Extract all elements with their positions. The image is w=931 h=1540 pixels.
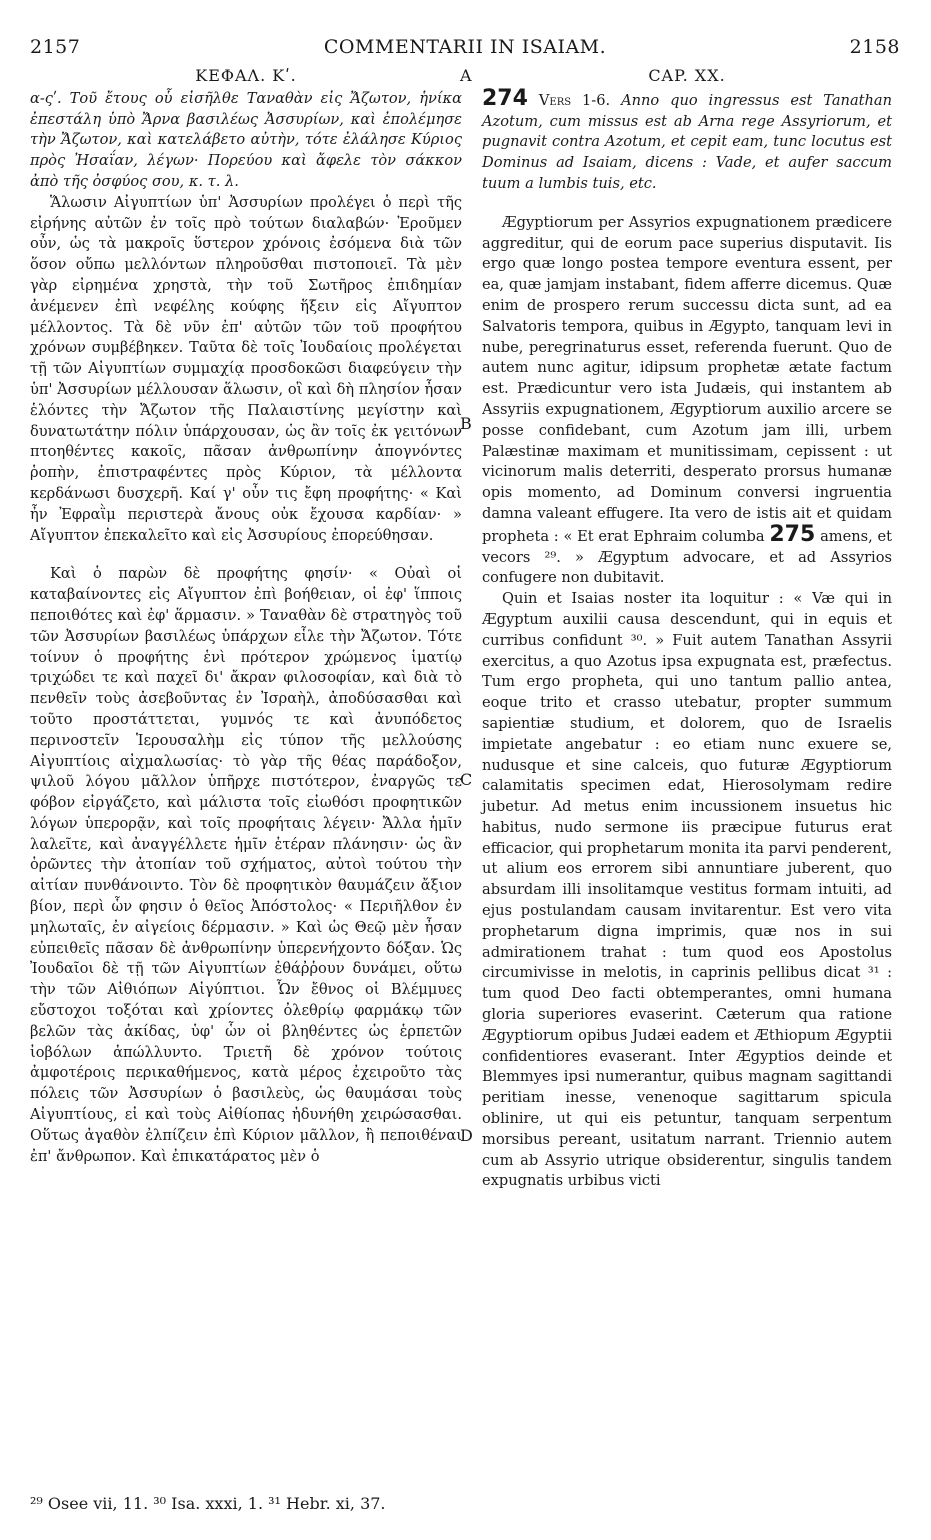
- verse-label: Vers 1-6.: [538, 91, 611, 109]
- page-number-right: 2158: [849, 36, 900, 58]
- latin-paragraph-2: Quin et Isaias noster ita loquitur : « Væ qui in Ægyptum auxilii causa descendunt, qui in equis et curribus confidunt ³⁰. » Fuit autem Tanathan Assyrii exercitus, a quo Azotus ipsa expugnata est, præfectus. Tum ergo propheta, qui uno tantum pallio antea, eoque trito et crasso utebatur, propter summum sapientiæ studium, et dolorem, quo de Israelis impietate angebatur : eo etiam nunc exuere se, nudusque et sine calceis, quo futuræ Ægyptiorum calamitatis specimen edat, Hierosolymam redire jubetur. Ad metus enim incussionem insuetus hic habitus, nudo sermone iis præcipue futurus erat efficacior, qui prophetarum monita ita parvi penderent, ut alium eos errorem sibi annuntiare juberent, quo absurdam illi insolitamque vestitus formam intuiti, ad ejus postulandam causam invitarentur. Est vero vita prophetarum digna imprimis, quæ nos in sui admirationem trahat : tum quod eos Apostolus circumivisse in melotis, in caprinis pellibus dicat ³¹ : tum quod Deo facti obtemperantes, omni humana gloria superiores evaserint. Cæterum qua ratione Ægyptiorum opibus Judæi eadem et Æthiopum Ægyptii confidentiores evaserant. Inter Ægyptios deinde et Blemmyes ipsi numerantur, quibus magnam sagittandi peritiam inesse, venenoque sagittarum spicula oblinire, ut qui eis petuntur, tanquam serpentum morsibus pereant, usitatum narrant. Triennio autem cum ab Assyrio utrique obsiderentur, singulis tandem expugnatis urbibus victi: [482, 590, 892, 1190]
- greek-lemma: α-ςʹ. Τοῦ ἔτους οὗ εἰσῆλθε Ταναθὰν εἰς Ἄζωτον, ἡνίκα ἐπεστάλη ὑπὸ Ἄρνα βασιλέως Ἀσσυρίων, καὶ ἐπολέμησε τὴν Ἄζωτον, καὶ κατελάβετο αὐτὴν, τότε ἐλάλησε Κύριος πρὸς Ἠσαΐαν, λέγων· Πορεύου καὶ ἄφελε τὸν σάκκον ἀπὸ τῆς ὀσφύος σου, κ. τ. λ.: [30, 89, 462, 190]
- greek-chapter-heading: ΚΕΦΑΛ. Κʹ.: [195, 66, 297, 85]
- page-title: COMMENTARII IN ISAIAM.: [323, 36, 607, 58]
- latin-paragraph-1: [482, 213, 892, 589]
- greek-paragraph-2: Καὶ ὁ παρὼν δὲ προφήτης φησίν· « Οὐαὶ οἱ καταβαίνοντες εἰς Αἴγυπτον ἐπὶ βοήθειαν, οἱ ἐφ' ἵπποις πεποιθότες καὶ ἐφ' ἅρμασιν. » Ταναθὰν δὲ στρατηγὸς τοῦ τῶν Ἀσσυρίων βασιλέως ὑπάρχων εἷλε τὴν Ἄζωτον. Τότε τοίνυν ὁ προφήτης ἑνὶ πρότερον χρώμενος ἱματίῳ τριχώδει τε καὶ παχεῖ δι' ἄκραν φιλοσοφίαν, καὶ διὰ τὸ πενθεῖν τοὺς ἀσεβοῦντας ἐν Ἰσραὴλ, ἀποδύσασθαι καὶ τοῦτο προστάττεται, γυμνός τε καὶ ἀνυπόδετος περινοστεῖν Ἱερουσαλὴμ εἰς τύπον τῆς μελλούσης Αἰγυπτίοις αἰχμαλωσίας· τὸ γὰρ τῆς θέας παράδοξον, ψιλοῦ λόγου μᾶλλον ὑπῆρχε πιστότερον, ἐναργῶς τε φόβον εἰργάζετο, καὶ μάλιστα τοῖς εἰωθόσι προφητικῶν λόγων ὑπερορᾷν, καὶ τοῖς προφήταις λέγειν· Ἄλλα ἡμῖν λαλεῖτε, καὶ ἀναγγέλλετε ἡμῖν ἑτέραν πλάνησιν· ὡς ἂν ὁρῶντες τὴν ἀτοπίαν τοῦ σχήματος, αὐτοὶ τούτου τὴν αἰτίαν πυνθάνοιντο. Τὸν δὲ προφητικὸν θαυμάζειν ἄξιον βίον, περὶ ὧν φησιν ὁ θεῖος Ἀπόστολος· « Περιῆλθον ἐν μηλωταῖς, ἐν αἰγείοις δέρμασιν. » Καὶ ὡς Θεῷ μὲν ἦσαν εὐπειθεῖς πᾶσαν δὲ ἀνθρωπίνην ὑπερενήχοντο δόξαν. Ὡς Ἰουδαῖοι δὲ τῇ τῶν Αἰγυπτίων ἐθάῤῥουν δυνάμει, οὕτω τὴν τῶν Αἰθιόπων Αἰγύπτιοι. Ὧν ἔθνος οἱ Βλέμμυες εὔστοχοι τοξόται καὶ χρίοντες ὀλεθρίῳ φαρμάκῳ τῶν βελῶν τὰς ἀκίδας, ὑφ' ὧν οἱ βληθέντες ὡς ἑρπετῶν ἰοβόλων ἀπώλλυντο. Τριετῆ δὲ χρόνον τούτοις ἀμφοτέροις περικαθήμενος, κατὰ μέρος ἐχειροῦτο τὰς πόλεις τῶν Ἀσσυρίων ὁ βασιλεὺς, ὡς θαυμάσαι τοὺς Αἰγυπτίους, εἰ καὶ τοὺς Αἰθίοπας ἠδυνήθη χειρώσασθαι. Οὕτως ἀγαθὸν ἐλπίζειν ἐπὶ Κύριον μᾶλλον, ἢ πεποιθέναι ἐπ' ἄνθρωπον. Καὶ ἐπικατάρατος μὲν ὁ: [30, 565, 462, 1165]
- latin-lemma: Anno quo ingressus est Tanathan Azotum, cum missus est ab Arna rege Assyriorum, et pugnavit contra Azotum, et cepit eam, tunc locutus est Dominus ad Isaiam, dicens : Vade, et aufer saccum tuum a lumbis tuis, etc.: [482, 91, 893, 192]
- section-number-275: 275: [769, 521, 816, 547]
- page-number-left: 2157: [30, 36, 81, 58]
- section-number-274: 274: [482, 85, 528, 111]
- latin-paragraph-1-b: amens, et vecors ²⁹. » Ægyptum advocare, et ad Assyrios confugere non dubitavit.: [482, 527, 893, 587]
- greek-column: [30, 66, 462, 1167]
- latin-chapter-heading: CAP. XX.: [648, 66, 726, 85]
- footnotes: ²⁹ Osee vii, 11. ³⁰ Isa. xxxi, 1. ³¹ Hebr. xi, 37.: [30, 1494, 386, 1513]
- margin-marker-a: A: [460, 66, 472, 85]
- running-head: [30, 36, 900, 64]
- latin-lemma-paragraph: [482, 85, 893, 195]
- latin-paragraph-1-a: Ægyptiorum per Assyrios expugnationem prædicere aggreditur, qui de eorum pace superius disputavit. Iis ergo quæ longo postea tempore eventura essent, per ea, quæ jamjam instabant, fidem afferre dicemus. Quæ enim de prospero rerum successu dicta sunt, ad ea Salvatoris tempora, quibus in Ægypto, tanquam levi in nube, peregrinaturus esset, referenda fuerunt. Quo de autem nunc agitur, idipsum prophetæ ætate factum est. Prædicuntur vero ista Judæis, qui instantem ab Assyriis expugnationem, Ægyptiorum auxilio arcere se posse confidebant, cum Azotum jam illi, urbem Palæstinæ maximam et munitissimam, cepissent : ut vicinorum malis deterriti, desperato prorsus humanæ opis momento, ad Dominum conversi ingruentia damna valeant effugere. Ita vero de istis ait et quidam propheta : « Et erat Ephraim columba: [482, 213, 892, 545]
- greek-paragraph-1: Ἅλωσιν Αἰγυπτίων ὑπ' Ἀσσυρίων προλέγει ὁ περὶ τῆς εἰρήνης αὐτῶν ἐν τοῖς πρὸ τούτων διαλαβών· Ἐροῦμεν οὖν, ὡς τὰ μακροῖς ὕστερον χρόνοις ἐσόμενα διὰ τῶν ὅσον οὔπω μελλόντων πληροῦσθαι πιστοποιεῖ. Τὰ μὲν γὰρ εἰρημένα χρηστὰ, τὴν τοῦ Σωτῆρος ἐπιδημίαν ἀνέμενεν ἐπὶ νεφέλης κούφης ἥξειν εἰς Αἴγυπτον μέλλοντος. Τὰ δὲ νῦν ἐπ' αὐτῶν τῶν τοῦ προφήτου χρόνων συμβέβηκεν. Ταῦτα δὲ τοῖς Ἰουδαίοις προλέγεται τῇ τῶν Αἰγυπτίων συμμαχίᾳ προσδοκῶσι διαφεύγειν τὴν ὑπ' Ἀσσυρίων μέλλουσαν ἅλωσιν, οἳ καὶ δὴ πλησίον ἦσαν ἑλόντες τὴν Ἄζωτον τῆς Παλαιστίνης μεγίστην καὶ δυνατωτάτην πόλιν ὑπάρχουσαν, ὡς ἂν τοῖς ἐκ γειτόνων πτοηθέντες κακοῖς, πᾶσαν ἀνθρωπίνην ἀπογνόντες ῥοπὴν, ἐπιστραφέντες πρὸς Κύριον, τὰ μέλλοντα κερδάνωσι δυσχερῆ. Καί γ' οὖν τις ἔφη προφήτης· « Καὶ ἦν Ἐφραῒμ περιστερὰ ἄνους οὐκ ἔχουσα καρδίαν· » Αἴγυπτον ἐπεκαλεῖτο καὶ εἰς Ἀσσυρίους ἐπορεύθησαν.: [30, 193, 462, 544]
- margin-marker-d: D: [460, 1126, 473, 1145]
- margin-marker-c: C: [460, 770, 473, 789]
- margin-marker-b: B: [460, 414, 472, 433]
- latin-column: [482, 66, 892, 1192]
